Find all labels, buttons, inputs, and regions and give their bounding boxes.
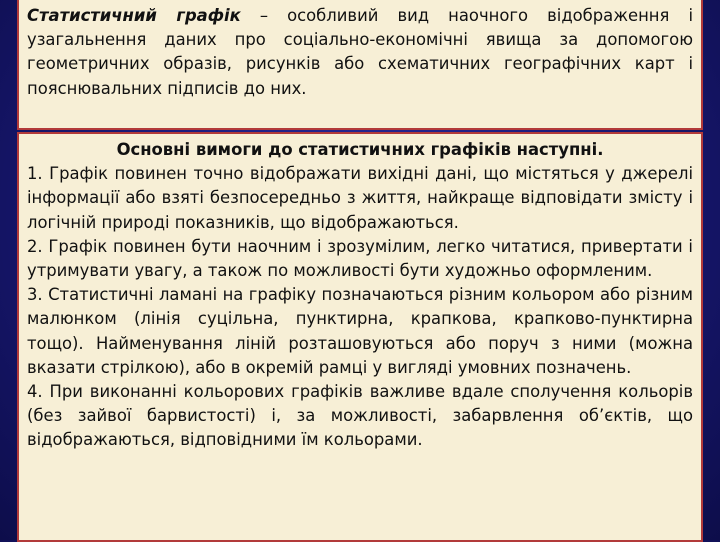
requirement-number: 1. (27, 164, 43, 184)
definition-paragraph (27, 4, 693, 101)
definition-term: Статистичний графік (27, 6, 241, 25)
requirement-number: 4. (27, 382, 43, 402)
definition-text: – особливий вид наочного відображення і узагальнення даних про соціально-економічні явища за допомогою геометричних образів, рисунків або схематичних географічних карт і пояснювальних підписів до них. (27, 6, 694, 98)
requirement-text: Графік повинен точно відображати вихідні дані, що містяться у джерелі інформації або взяті безпосередньо з життя, найкраще відповідати змісту і логічній природі показників, що відображаються. (27, 164, 693, 232)
requirement-item-1 (27, 162, 693, 235)
requirement-text: Статистичні ламані на графіку позначаються різним кольором або різним малюнком (лінія суцільна, пунктирна, крапкова, крапково-пунктирна тощо). Найменування ліній розташовуються або поруч з ними (можна вказати стрілкою), або в окремій рамці у вигляді умовних позначень. (27, 285, 693, 377)
requirement-item-4 (27, 380, 693, 453)
definition-box (17, 0, 703, 130)
requirement-number: 2. (27, 236, 43, 256)
requirement-text: Графік повинен бути наочним і зрозумілим, легко читатися, привертати і утримувати увагу, а також по можливості бути художньо оформленим. (27, 236, 693, 281)
requirement-number: 3. (27, 285, 43, 305)
requirement-item-2 (27, 235, 693, 283)
requirements-box (17, 132, 703, 542)
requirements-heading: Основні вимоги до статистичних графіків наступні. (116, 140, 604, 159)
requirement-text: При виконанні кольорових графіків важливе вдале сполучення кольорів (без зайвої барвистості) і, за можливості, забарвлення об’єктів, що відображаються, відповідними їм кольорами. (27, 382, 693, 450)
requirement-item-3 (27, 283, 693, 380)
